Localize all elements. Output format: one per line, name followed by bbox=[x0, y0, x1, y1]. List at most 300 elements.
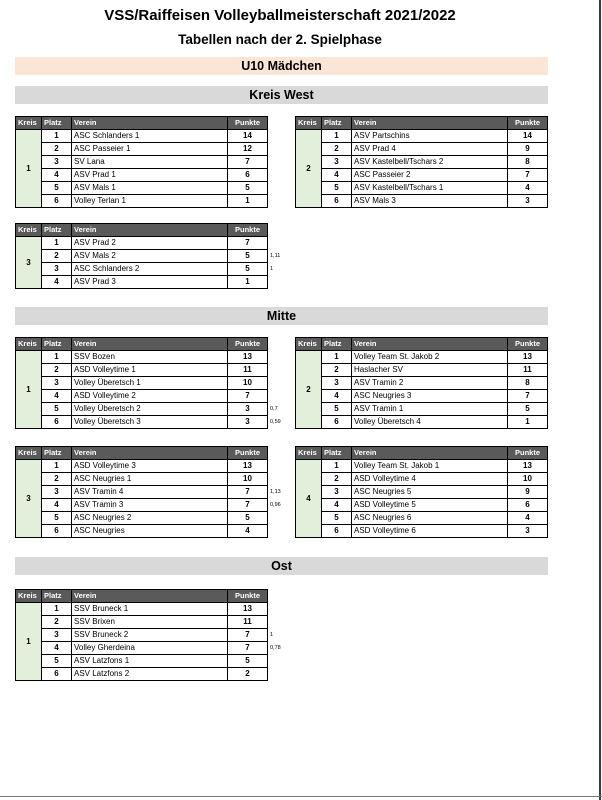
table-row bbox=[16, 351, 294, 364]
platz-cell: 5 bbox=[42, 182, 72, 195]
standings-table-ost-kreis-1 bbox=[15, 589, 294, 681]
tiebreak-note bbox=[268, 525, 294, 538]
tiebreak-note: 1,11 bbox=[270, 253, 281, 259]
platz-cell: 5 bbox=[42, 512, 72, 525]
tiebreak-note bbox=[268, 473, 294, 486]
verein-cell: SSV Brixen bbox=[72, 616, 228, 629]
kreis-number: 4 bbox=[296, 460, 322, 538]
table-row bbox=[16, 195, 294, 208]
header-platz: Platz bbox=[42, 117, 72, 130]
platz-cell: 4 bbox=[42, 642, 72, 655]
verein-cell: Volley Überetsch 3 bbox=[72, 416, 228, 429]
table-row bbox=[16, 668, 294, 681]
punkte-cell: 11 bbox=[228, 364, 268, 377]
punkte-cell: 9 bbox=[508, 486, 548, 499]
header-platz: Platz bbox=[42, 447, 72, 460]
tiebreak-note: 0,78 bbox=[270, 645, 281, 651]
punkte-cell: 3 bbox=[228, 403, 268, 416]
header-platz: Platz bbox=[322, 338, 352, 351]
punkte-cell: 13 bbox=[228, 603, 268, 616]
platz-cell: 1 bbox=[42, 603, 72, 616]
table-row bbox=[16, 460, 294, 473]
platz-cell: 2 bbox=[322, 473, 352, 486]
tiebreak-note bbox=[548, 403, 574, 416]
platz-cell: 6 bbox=[42, 668, 72, 681]
platz-cell: 6 bbox=[42, 195, 72, 208]
table-row bbox=[16, 512, 294, 525]
table-header-row bbox=[296, 338, 574, 351]
platz-cell: 4 bbox=[322, 169, 352, 182]
table-row bbox=[16, 364, 294, 377]
page-border-right bbox=[599, 0, 601, 800]
tiebreak-note: 1,13 bbox=[270, 489, 281, 495]
table-row bbox=[16, 525, 294, 538]
punkte-cell: 4 bbox=[508, 182, 548, 195]
platz-cell: 2 bbox=[322, 364, 352, 377]
table-header-row bbox=[296, 447, 574, 460]
note-spacer bbox=[548, 447, 574, 460]
verein-cell: ASD Volleytime 6 bbox=[352, 525, 508, 538]
punkte-cell: 14 bbox=[508, 130, 548, 143]
tiebreak-note bbox=[268, 460, 294, 473]
tiebreak-note bbox=[268, 668, 294, 681]
table-header-row bbox=[296, 117, 574, 130]
punkte-cell: 7 bbox=[228, 642, 268, 655]
platz-cell: 1 bbox=[322, 460, 352, 473]
table-header-row bbox=[16, 117, 294, 130]
header-kreis: Kreis bbox=[16, 338, 42, 351]
verein-cell: ASV Tramin 3 bbox=[72, 499, 228, 512]
punkte-cell: 1 bbox=[228, 276, 268, 289]
tiebreak-note bbox=[268, 169, 294, 182]
header-punkte: Punkte bbox=[228, 338, 268, 351]
platz-cell: 2 bbox=[42, 473, 72, 486]
tiebreak-note bbox=[548, 525, 574, 538]
verein-cell: ASV Latzfons 2 bbox=[72, 668, 228, 681]
table-row bbox=[296, 156, 574, 169]
platz-cell: 5 bbox=[322, 403, 352, 416]
header-verein: Verein bbox=[72, 117, 228, 130]
table-row bbox=[16, 416, 294, 429]
table-header-row bbox=[16, 447, 294, 460]
header-kreis: Kreis bbox=[16, 447, 42, 460]
punkte-cell: 13 bbox=[508, 460, 548, 473]
platz-cell: 4 bbox=[42, 499, 72, 512]
header-kreis: Kreis bbox=[296, 447, 322, 460]
table-header-row bbox=[16, 224, 294, 237]
tiebreak-note bbox=[548, 195, 574, 208]
region-band-mitte: Mitte bbox=[15, 307, 548, 325]
tiebreak-note: 1 bbox=[270, 266, 274, 272]
note-spacer bbox=[268, 590, 294, 603]
verein-cell: ASD Volleytime 3 bbox=[72, 460, 228, 473]
tiebreak-note: 0,7 bbox=[270, 406, 278, 412]
verein-cell: Volley Überetsch 1 bbox=[72, 377, 228, 390]
verein-cell: ASV Kastelbell/Tschars 1 bbox=[352, 182, 508, 195]
table-row bbox=[16, 237, 294, 250]
tiebreak-note bbox=[268, 377, 294, 390]
platz-cell: 5 bbox=[42, 403, 72, 416]
kreis-number: 1 bbox=[16, 130, 42, 208]
platz-cell: 6 bbox=[322, 416, 352, 429]
table-row bbox=[296, 390, 574, 403]
header-punkte: Punkte bbox=[228, 447, 268, 460]
verein-cell: SV Lana bbox=[72, 156, 228, 169]
header-kreis: Kreis bbox=[296, 338, 322, 351]
verein-cell: ASC Neugries 6 bbox=[352, 512, 508, 525]
verein-cell: ASC Passeier 2 bbox=[352, 169, 508, 182]
table-row bbox=[16, 390, 294, 403]
tiebreak-note bbox=[548, 130, 574, 143]
header-punkte: Punkte bbox=[228, 590, 268, 603]
header-platz: Platz bbox=[42, 224, 72, 237]
verein-cell: ASD Volleytime 1 bbox=[72, 364, 228, 377]
platz-cell: 3 bbox=[42, 263, 72, 276]
punkte-cell: 1 bbox=[228, 195, 268, 208]
table-header-row bbox=[16, 590, 294, 603]
kreis-number: 1 bbox=[16, 351, 42, 429]
verein-cell: ASV Tramin 1 bbox=[352, 403, 508, 416]
header-platz: Platz bbox=[322, 117, 352, 130]
table-row bbox=[296, 195, 574, 208]
table-row bbox=[296, 182, 574, 195]
verein-cell: ASV Prad 3 bbox=[72, 276, 228, 289]
punkte-cell: 5 bbox=[228, 250, 268, 263]
tiebreak-note bbox=[268, 603, 294, 616]
standings-table-west-kreis-1 bbox=[15, 116, 294, 208]
header-punkte: Punkte bbox=[508, 117, 548, 130]
verein-cell: ASC Schlanders 2 bbox=[72, 263, 228, 276]
kreis-number: 2 bbox=[296, 130, 322, 208]
platz-cell: 5 bbox=[42, 655, 72, 668]
verein-cell: ASC Neugries bbox=[72, 525, 228, 538]
verein-cell: ASC Neugries 1 bbox=[72, 473, 228, 486]
verein-cell: ASD Volleytime 2 bbox=[72, 390, 228, 403]
punkte-cell: 11 bbox=[508, 364, 548, 377]
note-spacer bbox=[268, 117, 294, 130]
header-kreis: Kreis bbox=[16, 590, 42, 603]
punkte-cell: 7 bbox=[228, 486, 268, 499]
tiebreak-note bbox=[268, 512, 294, 525]
tiebreak-note bbox=[268, 616, 294, 629]
tiebreak-note: 0,96 bbox=[270, 502, 281, 508]
table-row bbox=[296, 486, 574, 499]
kreis-number: 3 bbox=[16, 237, 42, 289]
punkte-cell: 6 bbox=[228, 169, 268, 182]
tiebreak-note bbox=[548, 460, 574, 473]
punkte-cell: 9 bbox=[508, 143, 548, 156]
header-verein: Verein bbox=[352, 338, 508, 351]
verein-cell: ASV Tramin 2 bbox=[352, 377, 508, 390]
verein-cell: SSV Bozen bbox=[72, 351, 228, 364]
platz-cell: 1 bbox=[42, 351, 72, 364]
platz-cell: 5 bbox=[322, 182, 352, 195]
platz-cell: 1 bbox=[42, 237, 72, 250]
verein-cell: ASV Prad 1 bbox=[72, 169, 228, 182]
platz-cell: 6 bbox=[42, 416, 72, 429]
tiebreak-note bbox=[548, 143, 574, 156]
punkte-cell: 3 bbox=[228, 416, 268, 429]
platz-cell: 4 bbox=[322, 499, 352, 512]
tiebreak-note bbox=[548, 390, 574, 403]
table-row bbox=[296, 364, 574, 377]
standings-table-mitte-kreis-1 bbox=[15, 337, 294, 429]
tiebreak-note bbox=[268, 195, 294, 208]
punkte-cell: 8 bbox=[508, 156, 548, 169]
punkte-cell: 5 bbox=[228, 512, 268, 525]
table-row bbox=[296, 130, 574, 143]
punkte-cell: 1 bbox=[508, 416, 548, 429]
header-verein: Verein bbox=[72, 590, 228, 603]
table-row bbox=[296, 473, 574, 486]
standings-table-west-kreis-2 bbox=[295, 116, 574, 208]
verein-cell: ASC Neugries 2 bbox=[72, 512, 228, 525]
tiebreak-note bbox=[548, 182, 574, 195]
punkte-cell: 10 bbox=[228, 377, 268, 390]
page-border-bottom bbox=[0, 796, 602, 797]
punkte-cell: 5 bbox=[228, 263, 268, 276]
table-row bbox=[296, 525, 574, 538]
platz-cell: 6 bbox=[322, 525, 352, 538]
verein-cell: ASD Volleytime 5 bbox=[352, 499, 508, 512]
table-row bbox=[16, 250, 294, 263]
punkte-cell: 2 bbox=[228, 668, 268, 681]
punkte-cell: 5 bbox=[228, 182, 268, 195]
table-row bbox=[16, 403, 294, 416]
platz-cell: 6 bbox=[322, 195, 352, 208]
region-band-ost: Ost bbox=[15, 557, 548, 575]
standings-table-mitte-kreis-4 bbox=[295, 446, 574, 538]
punkte-cell: 7 bbox=[228, 237, 268, 250]
platz-cell: 2 bbox=[42, 364, 72, 377]
header-verein: Verein bbox=[352, 447, 508, 460]
punkte-cell: 7 bbox=[228, 156, 268, 169]
table-row bbox=[16, 143, 294, 156]
platz-cell: 3 bbox=[322, 156, 352, 169]
standings-table-west-kreis-3 bbox=[15, 223, 294, 289]
header-punkte: Punkte bbox=[228, 224, 268, 237]
header-kreis: Kreis bbox=[16, 117, 42, 130]
verein-cell: Volley Team St. Jakob 1 bbox=[352, 460, 508, 473]
platz-cell: 1 bbox=[42, 460, 72, 473]
tiebreak-note bbox=[268, 276, 294, 289]
tiebreak-note bbox=[548, 156, 574, 169]
tiebreak-note bbox=[548, 364, 574, 377]
verein-cell: ASV Latzfons 1 bbox=[72, 655, 228, 668]
table-row bbox=[296, 351, 574, 364]
table-row bbox=[16, 486, 294, 499]
tiebreak-note bbox=[548, 416, 574, 429]
verein-cell: ASV Mals 2 bbox=[72, 250, 228, 263]
tiebreak-note bbox=[268, 364, 294, 377]
platz-cell: 6 bbox=[42, 525, 72, 538]
tiebreak-note bbox=[268, 390, 294, 403]
tiebreak-note bbox=[548, 377, 574, 390]
tiebreak-note bbox=[268, 130, 294, 143]
header-verein: Verein bbox=[72, 447, 228, 460]
kreis-number: 2 bbox=[296, 351, 322, 429]
table-header-row bbox=[16, 338, 294, 351]
platz-cell: 2 bbox=[42, 250, 72, 263]
punkte-cell: 10 bbox=[228, 473, 268, 486]
punkte-cell: 3 bbox=[508, 525, 548, 538]
header-punkte: Punkte bbox=[228, 117, 268, 130]
tiebreak-note bbox=[548, 499, 574, 512]
verein-cell: Volley Team St. Jakob 2 bbox=[352, 351, 508, 364]
punkte-cell: 6 bbox=[508, 499, 548, 512]
verein-cell: ASC Neugries 5 bbox=[352, 486, 508, 499]
platz-cell: 2 bbox=[42, 616, 72, 629]
table-row bbox=[296, 512, 574, 525]
platz-cell: 3 bbox=[42, 377, 72, 390]
note-spacer bbox=[548, 117, 574, 130]
platz-cell: 4 bbox=[42, 169, 72, 182]
tiebreak-note bbox=[268, 143, 294, 156]
table-row bbox=[16, 629, 294, 642]
verein-cell: Volley Überetsch 4 bbox=[352, 416, 508, 429]
platz-cell: 4 bbox=[42, 276, 72, 289]
table-row bbox=[296, 416, 574, 429]
table-row bbox=[16, 473, 294, 486]
verein-cell: Volley Terlan 1 bbox=[72, 195, 228, 208]
platz-cell: 1 bbox=[42, 130, 72, 143]
verein-cell: SSV Bruneck 2 bbox=[72, 629, 228, 642]
platz-cell: 3 bbox=[322, 486, 352, 499]
table-row bbox=[16, 263, 294, 276]
punkte-cell: 12 bbox=[228, 143, 268, 156]
punkte-cell: 5 bbox=[508, 403, 548, 416]
verein-cell: ASV Prad 2 bbox=[72, 237, 228, 250]
table-row bbox=[296, 403, 574, 416]
table-row bbox=[296, 143, 574, 156]
header-punkte: Punkte bbox=[508, 447, 548, 460]
verein-cell: Volley Gherdeina bbox=[72, 642, 228, 655]
header-kreis: Kreis bbox=[16, 224, 42, 237]
verein-cell: ASV Mals 3 bbox=[352, 195, 508, 208]
verein-cell: Volley Überetsch 2 bbox=[72, 403, 228, 416]
kreis-number: 1 bbox=[16, 603, 42, 681]
punkte-cell: 4 bbox=[508, 512, 548, 525]
tiebreak-note bbox=[548, 351, 574, 364]
verein-cell: ASV Kastelbell/Tschars 2 bbox=[352, 156, 508, 169]
platz-cell: 1 bbox=[322, 130, 352, 143]
region-band-west: Kreis West bbox=[15, 86, 548, 104]
tiebreak-note bbox=[548, 512, 574, 525]
table-row bbox=[296, 377, 574, 390]
standings-table-mitte-kreis-2 bbox=[295, 337, 574, 429]
note-spacer bbox=[268, 224, 294, 237]
verein-cell: ASV Tramin 4 bbox=[72, 486, 228, 499]
platz-cell: 3 bbox=[42, 156, 72, 169]
header-platz: Platz bbox=[322, 447, 352, 460]
punkte-cell: 8 bbox=[508, 377, 548, 390]
punkte-cell: 11 bbox=[228, 616, 268, 629]
platz-cell: 5 bbox=[322, 512, 352, 525]
verein-cell: ASC Passeier 1 bbox=[72, 143, 228, 156]
verein-cell: Haslacher SV bbox=[352, 364, 508, 377]
table-row bbox=[16, 616, 294, 629]
platz-cell: 4 bbox=[322, 390, 352, 403]
platz-cell: 3 bbox=[322, 377, 352, 390]
table-row bbox=[16, 377, 294, 390]
tiebreak-note bbox=[268, 182, 294, 195]
punkte-cell: 7 bbox=[508, 390, 548, 403]
punkte-cell: 13 bbox=[228, 351, 268, 364]
tiebreak-note bbox=[268, 351, 294, 364]
note-spacer bbox=[268, 338, 294, 351]
punkte-cell: 7 bbox=[508, 169, 548, 182]
kreis-number: 3 bbox=[16, 460, 42, 538]
verein-cell: ASC Schlanders 1 bbox=[72, 130, 228, 143]
header-platz: Platz bbox=[42, 338, 72, 351]
table-row bbox=[16, 182, 294, 195]
punkte-cell: 7 bbox=[228, 629, 268, 642]
note-spacer bbox=[268, 447, 294, 460]
punkte-cell: 7 bbox=[228, 499, 268, 512]
table-row bbox=[16, 156, 294, 169]
table-row bbox=[16, 130, 294, 143]
verein-cell: ASV Prad 4 bbox=[352, 143, 508, 156]
verein-cell: SSV Bruneck 1 bbox=[72, 603, 228, 616]
header-punkte: Punkte bbox=[508, 338, 548, 351]
platz-cell: 3 bbox=[42, 486, 72, 499]
table-row bbox=[16, 642, 294, 655]
punkte-cell: 4 bbox=[228, 525, 268, 538]
verein-cell: ASC Neugries 3 bbox=[352, 390, 508, 403]
table-row bbox=[296, 460, 574, 473]
platz-cell: 3 bbox=[42, 629, 72, 642]
tiebreak-note bbox=[548, 486, 574, 499]
category-band: U10 Mädchen bbox=[15, 57, 548, 75]
punkte-cell: 3 bbox=[508, 195, 548, 208]
tiebreak-note bbox=[548, 473, 574, 486]
tiebreak-note: 0,59 bbox=[270, 419, 281, 425]
standings-table-mitte-kreis-3 bbox=[15, 446, 294, 538]
table-row bbox=[16, 169, 294, 182]
header-verein: Verein bbox=[72, 338, 228, 351]
punkte-cell: 10 bbox=[508, 473, 548, 486]
platz-cell: 2 bbox=[322, 143, 352, 156]
note-spacer bbox=[548, 338, 574, 351]
table-row bbox=[16, 655, 294, 668]
header-kreis: Kreis bbox=[296, 117, 322, 130]
page-title: VSS/Raiffeisen Volleyballmeisterschaft 2021/2022 bbox=[104, 7, 456, 24]
header-verein: Verein bbox=[72, 224, 228, 237]
punkte-cell: 5 bbox=[228, 655, 268, 668]
table-row bbox=[16, 499, 294, 512]
tiebreak-note bbox=[548, 169, 574, 182]
platz-cell: 1 bbox=[322, 351, 352, 364]
page-subtitle: Tabellen nach der 2. Spielphase bbox=[178, 32, 382, 47]
punkte-cell: 13 bbox=[228, 460, 268, 473]
tiebreak-note bbox=[268, 655, 294, 668]
punkte-cell: 13 bbox=[508, 351, 548, 364]
header-platz: Platz bbox=[42, 590, 72, 603]
table-row bbox=[16, 603, 294, 616]
tiebreak-note: 1 bbox=[270, 632, 274, 638]
platz-cell: 2 bbox=[42, 143, 72, 156]
header-verein: Verein bbox=[352, 117, 508, 130]
platz-cell: 4 bbox=[42, 390, 72, 403]
verein-cell: ASV Mals 1 bbox=[72, 182, 228, 195]
table-row bbox=[296, 169, 574, 182]
verein-cell: ASD Volleytime 4 bbox=[352, 473, 508, 486]
punkte-cell: 7 bbox=[228, 390, 268, 403]
verein-cell: ASV Partschins bbox=[352, 130, 508, 143]
table-row bbox=[16, 276, 294, 289]
punkte-cell: 14 bbox=[228, 130, 268, 143]
tiebreak-note bbox=[268, 237, 294, 250]
